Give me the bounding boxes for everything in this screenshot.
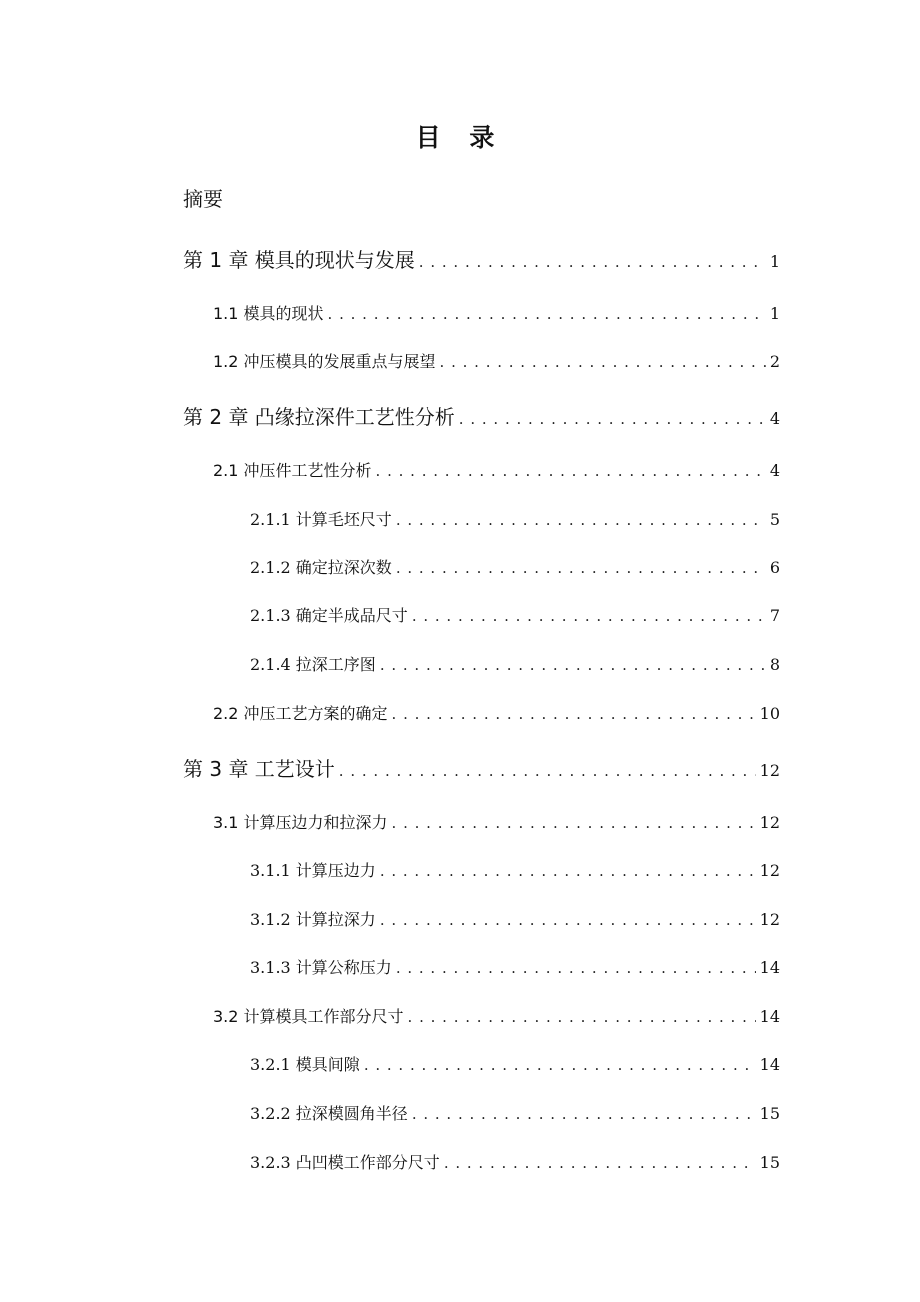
toc-entry-3-2-2[interactable] (250, 1101, 780, 1124)
dot-leader (392, 814, 756, 832)
toc-entry-label: 3.2.1 模具间隙 (250, 1055, 360, 1074)
toc-page-number: 15 (759, 1153, 780, 1172)
toc-entry-label: 第 3 章 工艺设计 (183, 757, 335, 781)
toc-entry-label: 3.2 计算模具工作部分尺寸 (213, 1007, 404, 1026)
toc-page-number: 14 (759, 1007, 780, 1026)
toc-entry-label: 1.2 冲压模具的发展重点与展望 (213, 352, 436, 371)
toc-page-number: 10 (759, 704, 780, 723)
dot-leader (444, 1154, 756, 1172)
toc-abstract-entry[interactable]: 摘要 (183, 187, 223, 211)
toc-page-number: 2 (769, 352, 780, 371)
dot-leader (412, 607, 766, 625)
toc-page-number: 4 (769, 461, 780, 480)
dot-leader (364, 1056, 756, 1074)
toc-entry-label: 3.1 计算压边力和拉深力 (213, 813, 388, 832)
toc-entry-label: 第 1 章 模具的现状与发展 (183, 248, 415, 272)
toc-entry-3-1-1[interactable] (250, 858, 780, 881)
toc-entry-ch1[interactable] (183, 244, 780, 273)
toc-entry-label: 3.2.3 凸凹模工作部分尺寸 (250, 1153, 440, 1172)
toc-entry-label: 2.1 冲压件工艺性分析 (213, 461, 372, 480)
toc-page-number: 4 (769, 409, 780, 428)
toc-page-number: 8 (769, 655, 780, 674)
toc-title: 目 录 (415, 123, 505, 152)
toc-page-number: 1 (769, 304, 780, 323)
toc-entry-3-1-2[interactable] (250, 907, 780, 930)
toc-entry-label: 2.2 冲压工艺方案的确定 (213, 704, 388, 723)
toc-entry-3-2[interactable] (213, 1004, 780, 1027)
toc-entry-label: 3.1.2 计算拉深力 (250, 910, 376, 929)
toc-entry-3-2-3[interactable] (250, 1150, 780, 1173)
toc-entry-label: 3.1.3 计算公称压力 (250, 958, 392, 977)
dot-leader (339, 762, 756, 780)
toc-page-number: 14 (759, 958, 780, 977)
toc-page-number: 6 (769, 558, 780, 577)
toc-page-number: 12 (759, 861, 780, 880)
toc-entry-label: 2.1.4 拉深工序图 (250, 655, 376, 674)
toc-page-number: 15 (759, 1104, 780, 1123)
toc-page-number: 12 (759, 813, 780, 832)
dot-leader (392, 705, 756, 723)
toc-entry-2-1-1[interactable] (250, 507, 780, 530)
toc-entry-2-1-2[interactable] (250, 555, 780, 578)
toc-page-number: 12 (759, 910, 780, 929)
toc-entry-label: 3.2.2 拉深模圆角半径 (250, 1104, 408, 1123)
toc-entry-ch3[interactable] (183, 753, 780, 782)
dot-leader (459, 410, 766, 428)
toc-entry-label: 第 2 章 凸缘拉深件工艺性分析 (183, 405, 455, 429)
dot-leader (396, 959, 756, 977)
toc-entry-3-1-3[interactable] (250, 955, 780, 978)
dot-leader (380, 656, 766, 674)
toc-entry-label: 2.1.1 计算毛坯尺寸 (250, 510, 392, 529)
dot-leader (376, 462, 766, 480)
dot-leader (419, 253, 766, 271)
toc-page-number: 7 (769, 606, 780, 625)
dot-leader (412, 1105, 756, 1123)
toc-entry-label: 2.1.3 确定半成品尺寸 (250, 606, 408, 625)
dot-leader (396, 511, 766, 529)
toc-entry-1-1[interactable] (213, 301, 780, 324)
dot-leader (396, 559, 766, 577)
toc-page-number: 12 (759, 761, 780, 780)
toc-entry-3-2-1[interactable] (250, 1052, 780, 1075)
toc-page-number: 5 (769, 510, 780, 529)
dot-leader (380, 911, 756, 929)
toc-entry-ch2[interactable] (183, 401, 780, 430)
toc-entry-2-1[interactable] (213, 458, 780, 481)
dot-leader (328, 305, 766, 323)
dot-leader (408, 1008, 756, 1026)
dot-leader (380, 862, 756, 880)
toc-entry-label: 2.1.2 确定拉深次数 (250, 558, 392, 577)
toc-entry-2-2[interactable] (213, 701, 780, 724)
toc-entry-3-1[interactable] (213, 810, 780, 833)
dot-leader (440, 353, 766, 371)
toc-entry-2-1-4[interactable] (250, 652, 780, 675)
toc-page-number: 1 (769, 252, 780, 271)
toc-entry-label: 1.1 模具的现状 (213, 304, 324, 323)
toc-entry-label: 3.1.1 计算压边力 (250, 861, 376, 880)
toc-page-number: 14 (759, 1055, 780, 1074)
toc-entry-2-1-3[interactable] (250, 603, 780, 626)
toc-entry-1-2[interactable] (213, 349, 780, 372)
